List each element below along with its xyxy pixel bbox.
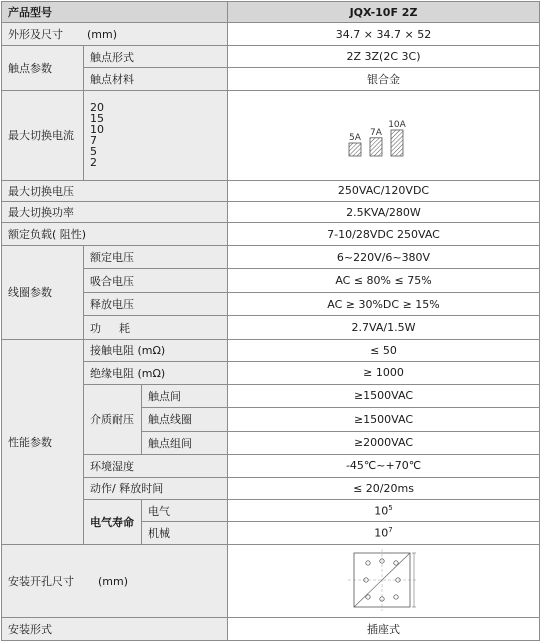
current-bar: [391, 130, 403, 156]
insulation-label: 绝缘电阻 (mΩ): [84, 362, 228, 384]
mounting-hole-drawing-cell: [228, 544, 540, 617]
current-bar-graphic: [234, 92, 534, 176]
life-electrical-label: 电气: [142, 499, 228, 521]
mount-type-label: 安装形式: [2, 618, 228, 641]
current-bar: [349, 143, 361, 156]
humidity-label: 环境湿度: [84, 455, 228, 477]
coil-rated-label: 额定电压: [84, 245, 228, 268]
electrical-life-label: 电气寿命: [84, 499, 142, 544]
current-bar-label: 10A: [388, 119, 406, 130]
size-value: 34.7 × 34.7 × 52: [228, 23, 540, 45]
mounting-hole-drawing: [344, 547, 424, 613]
life-mechanical-exp: 7: [388, 526, 393, 535]
dielectric-label: 介质耐压: [84, 384, 142, 454]
coil-params-label: 线圈参数: [2, 245, 84, 339]
max-power-label: 最大切换功率: [2, 202, 228, 223]
mounting-hole-label: 安装开孔尺寸: [8, 575, 74, 589]
table-row-size: [2, 23, 540, 45]
contact-form-label: 触点形式: [84, 45, 228, 67]
life-mechanical-label: 机械: [142, 522, 228, 544]
spec-table: [1, 1, 540, 641]
max-current-graphic-cell: [228, 90, 540, 180]
table-row-max-current: [2, 90, 540, 180]
table-row-coil-rated: [2, 245, 540, 268]
size-label-cell: [2, 23, 228, 45]
table-row-rated-load: [2, 223, 540, 245]
coil-power-value: 2.7VA/1.5W: [228, 316, 540, 339]
max-power-value: 2.5KVA/280W: [228, 202, 540, 223]
table-row-model: [2, 2, 540, 23]
dielectric-groups-label: 触点组间: [142, 431, 228, 454]
dielectric-coil-value: ≥1500VAC: [228, 408, 540, 431]
max-current-scale: [84, 90, 228, 180]
contact-resistance-value: ≤ 50: [228, 339, 540, 361]
table-row-mount-type: [2, 618, 540, 641]
mounting-hole-label-cell: [2, 544, 228, 617]
dielectric-groups-value: ≥2000VAC: [228, 431, 540, 454]
mounting-hole-unit: (mm): [98, 575, 129, 589]
max-current-label: 最大切换电流: [2, 90, 84, 180]
scale-tick: 2: [90, 156, 97, 170]
action-time-label: 动作/ 释放时间: [84, 477, 228, 499]
table-row-max-power: [2, 202, 540, 223]
scale-tick: 15: [90, 112, 104, 126]
coil-release-value: AC ≥ 30%DC ≥ 15%: [228, 292, 540, 315]
coil-release-label: 释放电压: [84, 292, 228, 315]
contact-material-value: 银合金: [228, 68, 540, 90]
current-bar-label: 5A: [349, 132, 361, 143]
rated-load-label: 额定负载( 阻性): [2, 223, 228, 245]
life-mechanical-value: [228, 522, 540, 544]
mount-type-value: 插座式: [228, 618, 540, 641]
dielectric-contacts-label: 触点间: [142, 384, 228, 407]
coil-pickup-value: AC ≤ 80% ≤ 75%: [228, 269, 540, 292]
table-row-mounting-hole: [2, 544, 540, 617]
life-electrical-value: [228, 499, 540, 521]
scale-tick: 20: [90, 101, 104, 115]
contact-material-label: 触点材料: [84, 68, 228, 90]
life-mechanical-base: 10: [374, 526, 389, 540]
contact-form-value: 2Z 3Z(2C 3C): [228, 45, 540, 67]
max-voltage-value: 250VAC/120VDC: [228, 180, 540, 201]
insulation-value: ≥ 1000: [228, 362, 540, 384]
action-time-value: ≤ 20/20ms: [228, 477, 540, 499]
life-electrical-exp: 5: [388, 503, 393, 512]
contact-resistance-label: 接触电阻 (mΩ): [84, 339, 228, 361]
scale-tick: 10: [90, 123, 104, 137]
current-bar: [370, 137, 382, 155]
model-label: 产品型号: [2, 2, 228, 23]
life-electrical-base: 10: [374, 504, 389, 518]
max-voltage-label: 最大切换电压: [2, 180, 228, 201]
table-row-contact-resistance: [2, 339, 540, 361]
humidity-value: -45℃~+70℃: [228, 455, 540, 477]
dielectric-coil-label: 触点线圈: [142, 408, 228, 431]
current-bar-label: 7A: [370, 127, 382, 138]
table-row-contact-form: [2, 45, 540, 67]
table-row-max-voltage: [2, 180, 540, 201]
contact-params-label: 触点参数: [2, 45, 84, 90]
scale-tick: 5: [90, 145, 97, 159]
scale-tick: 7: [90, 134, 97, 148]
coil-rated-value: 6~220V/6~380V: [228, 245, 540, 268]
rated-load-value: 7-10/28VDC 250VAC: [228, 223, 540, 245]
dielectric-contacts-value: ≥1500VAC: [228, 384, 540, 407]
model-value: JQX-10F 2Z: [228, 2, 540, 23]
performance-params-label: 性能参数: [2, 339, 84, 544]
coil-power-label: 功耗: [84, 316, 228, 339]
size-unit: (mm): [87, 28, 118, 42]
size-label: 外形及尺寸: [8, 28, 63, 42]
coil-pickup-label: 吸合电压: [84, 269, 228, 292]
